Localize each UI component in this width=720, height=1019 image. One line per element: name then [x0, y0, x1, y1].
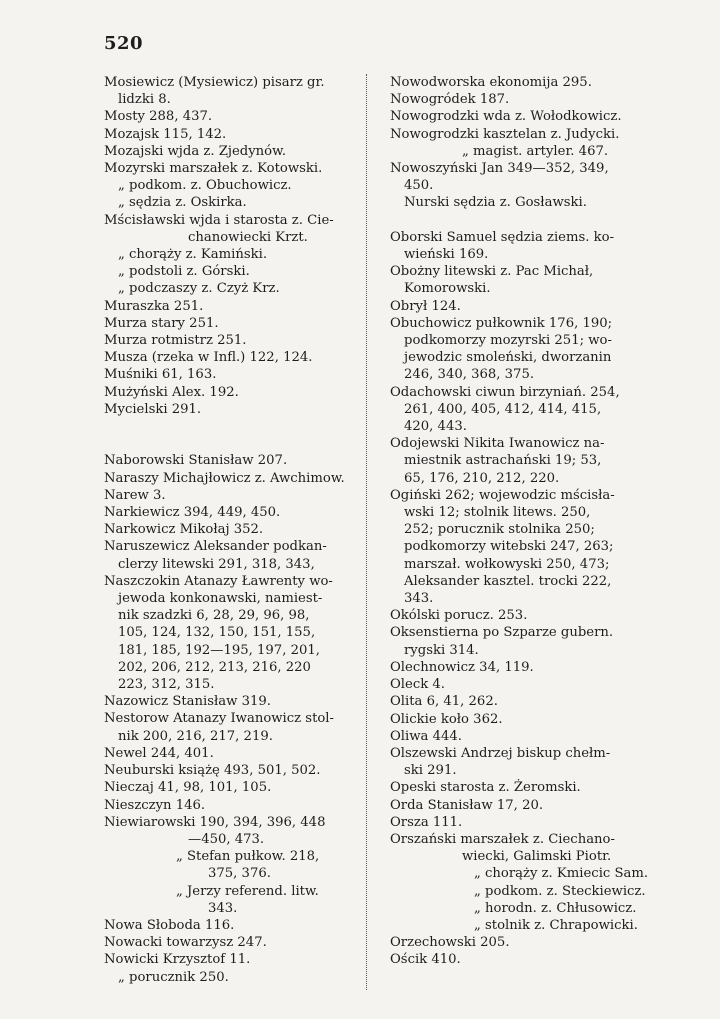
- index-entry: Mozajsk 115, 142.: [104, 126, 227, 142]
- index-entry: „ chorąży z. Kmiecic Sam.: [474, 866, 649, 882]
- index-entry: 343.: [404, 591, 434, 607]
- index-column-left: [104, 74, 358, 986]
- index-entry: Oleck 4.: [390, 677, 445, 693]
- index-entry: 181, 185, 192—195, 197, 201,: [118, 642, 320, 658]
- index-entry: Orda Stanisław 17, 20.: [390, 797, 544, 813]
- index-entry: Orsza 111.: [390, 814, 463, 830]
- index-entry: Aleksander kasztel. trocki 222,: [404, 573, 612, 589]
- index-entry: Nieszczyn 146.: [104, 797, 206, 813]
- index-entry: „ horodn. z. Chłusowicz.: [474, 900, 637, 916]
- index-entry: rygski 314.: [404, 642, 479, 658]
- index-entry: Nowogrodzki kasztelan z. Judycki.: [390, 126, 620, 142]
- index-entry: Komorowski.: [404, 281, 491, 297]
- index-entry: Neuburski książę 493, 501, 502.: [104, 763, 321, 779]
- index-entry: Narkowicz Mikołaj 352.: [104, 522, 264, 538]
- index-entry: „ podkom. z. Obuchowicz.: [118, 178, 292, 194]
- index-entry: 375, 376.: [208, 866, 271, 882]
- index-entry: Musza (rzeka w Infl.) 122, 124.: [104, 350, 313, 366]
- index-entry: 65, 176, 210, 212, 220.: [404, 470, 560, 486]
- index-entry: Okólski porucz. 253.: [390, 608, 528, 624]
- index-entry: Muśniki 61, 163.: [104, 367, 217, 383]
- index-entry: „ magist. artyler. 467.: [462, 143, 609, 159]
- index-entry: Murza rotmistrz 251.: [104, 333, 247, 349]
- index-entry: 261, 400, 405, 412, 414, 415,: [404, 401, 602, 417]
- index-entry: Nowogródek 187.: [390, 92, 510, 108]
- index-entry: 252; porucznik stolnika 250;: [404, 522, 595, 538]
- index-entry: Opeski starosta z. Żeromski.: [390, 780, 581, 796]
- index-entry: Odachowski ciwun birzyniań. 254,: [390, 384, 620, 400]
- index-entry: „ Jerzy referend. litw.: [176, 883, 319, 899]
- index-entry: nik szadzki 6, 28, 29, 96, 98,: [118, 608, 310, 624]
- index-entry: „ chorąży z. Kamiński.: [118, 247, 268, 263]
- index-entry: 450.: [404, 178, 434, 194]
- index-entry: Nowogrodzki wda z. Wołodkowicz.: [390, 109, 622, 125]
- index-entry: Nowodworska ekonomija 295.: [390, 75, 592, 90]
- index-entry: Nurski sędzia z. Gosławski.: [404, 195, 587, 211]
- index-entry: clerzy litewski 291, 318, 343,: [118, 556, 315, 572]
- index-entry: chanowiecki Krzt.: [188, 229, 308, 245]
- index-entry: „ Stefan pułkow. 218,: [176, 849, 320, 865]
- index-entry: 202, 206, 212, 213, 216, 220: [118, 659, 311, 675]
- index-entry: „ podczaszy z. Czyż Krz.: [118, 281, 280, 297]
- index-entry: Oksenstierna po Szparze gubern.: [390, 625, 614, 641]
- index-entry: Murza stary 251.: [104, 315, 219, 331]
- index-entry: Nowoszyński Jan 349—352, 349,: [390, 161, 609, 177]
- index-entry: Odojewski Nikita Iwanowicz na-: [390, 436, 605, 452]
- index-entry: 223, 312, 315.: [118, 677, 215, 693]
- index-entry: Mosiewicz (Mysiewicz) pisarz gr.: [104, 75, 325, 90]
- index-entry: Naruszewicz Aleksander podkan-: [104, 539, 327, 555]
- index-entry: „ podstoli z. Górski.: [118, 264, 250, 280]
- index-entry: Obrył 124.: [390, 298, 461, 314]
- column-divider: [366, 74, 367, 990]
- index-entry: Nestorow Atanazy Iwanowicz stol-: [104, 711, 334, 727]
- index-entry: Olszewski Andrzej biskup chełm-: [390, 745, 611, 761]
- index-entry: Oborski Samuel sędzia ziems. ko-: [390, 229, 615, 245]
- index-entry: Naszczokin Atanazy Ławrenty wo-: [104, 573, 333, 589]
- index-entry: Niewiarowski 190, 394, 396, 448: [104, 814, 326, 830]
- index-entry: Olechnowicz 34, 119.: [390, 659, 534, 675]
- index-entry: nik 200, 216, 217, 219.: [118, 728, 273, 744]
- index-entry: „ porucznik 250.: [118, 969, 229, 985]
- index-entry: „ podkom. z. Steckiewicz.: [474, 883, 646, 899]
- index-entry: Orzechowski 205.: [390, 935, 510, 951]
- index-entry: miestnik astrachański 19; 53,: [404, 453, 602, 469]
- index-entry: wieński 169.: [404, 247, 489, 263]
- index-entry: Mozyrski marszałek z. Kotowski.: [104, 161, 323, 177]
- index-entry: —450, 473.: [188, 831, 265, 847]
- index-entry: Mużyński Alex. 192.: [104, 384, 239, 400]
- index-entry: 105, 124, 132, 150, 151, 155,: [118, 625, 316, 641]
- index-entry: Nieczaj 41, 98, 101, 105.: [104, 780, 272, 796]
- index-entry: Narew 3.: [104, 487, 166, 503]
- index-entry: Oliwa 444.: [390, 728, 462, 744]
- index-entry: Nowacki towarzysz 247.: [104, 935, 267, 951]
- index-entry: „ stolnik z. Chrapowicki.: [474, 917, 638, 933]
- index-entry: marszał. wołkowyski 250, 473;: [404, 556, 610, 572]
- index-entry: Mozajski wjda z. Zjedynów.: [104, 143, 287, 159]
- index-entry: wski 12; stolnik litews. 250,: [404, 505, 591, 521]
- index-entry: Newel 244, 401.: [104, 745, 214, 761]
- index-entry: Nowicki Krzysztof 11.: [104, 952, 251, 968]
- index-entry: lidzki 8.: [118, 92, 171, 108]
- page-number: 520: [104, 33, 144, 54]
- index-entry: Ogiński 262; wojewodzic mścisła-: [390, 487, 615, 503]
- index-entry: Naraszy Michajłowicz z. Awchimow.: [104, 470, 345, 486]
- index-entry: 420, 443.: [404, 419, 467, 435]
- index-entry: Mścisławski wjda i starosta z. Cie-: [104, 212, 334, 228]
- section-gap: [390, 212, 642, 229]
- index-entry: Mycielski 291.: [104, 401, 202, 417]
- index-entry: Mosty 288, 437.: [104, 109, 213, 125]
- index-entry: Orszański marszałek z. Ciechano-: [390, 831, 615, 847]
- index-entry: podkomorzy witebski 247, 263;: [404, 539, 614, 555]
- index-entry: ski 291.: [404, 763, 457, 779]
- index-entry: Nowa Słoboda 116.: [104, 917, 235, 933]
- index-entry: wiecki, Galimski Piotr.: [462, 849, 612, 865]
- index-entry: Obuchowicz pułkownik 176, 190;: [390, 315, 613, 331]
- index-entry: 343.: [208, 900, 238, 916]
- index-entry: Naborowski Stanisław 207.: [104, 453, 288, 469]
- section-gap: [104, 435, 358, 452]
- index-column-right: [390, 74, 649, 969]
- index-entry: Olita 6, 41, 262.: [390, 694, 498, 710]
- index-entry: 246, 340, 368, 375.: [404, 367, 535, 383]
- index-entry: Muraszka 251.: [104, 298, 204, 314]
- index-entry: Narkiewicz 394, 449, 450.: [104, 505, 281, 521]
- index-entry: Obożny litewski z. Pac Michał,: [390, 264, 594, 280]
- index-entry: „ sędzia z. Oskirka.: [118, 195, 247, 211]
- index-entry: podkomorzy mozyrski 251; wo-: [404, 333, 612, 349]
- section-gap: [104, 418, 358, 435]
- index-entry: jewodzic smoleński, dworzanin: [404, 350, 612, 366]
- index-entry: Ościk 410.: [390, 952, 461, 968]
- index-entry: Olickie koło 362.: [390, 711, 503, 727]
- index-entry: jewoda konkonawski, namiest-: [118, 591, 323, 607]
- index-entry: Nazowicz Stanisław 319.: [104, 694, 271, 710]
